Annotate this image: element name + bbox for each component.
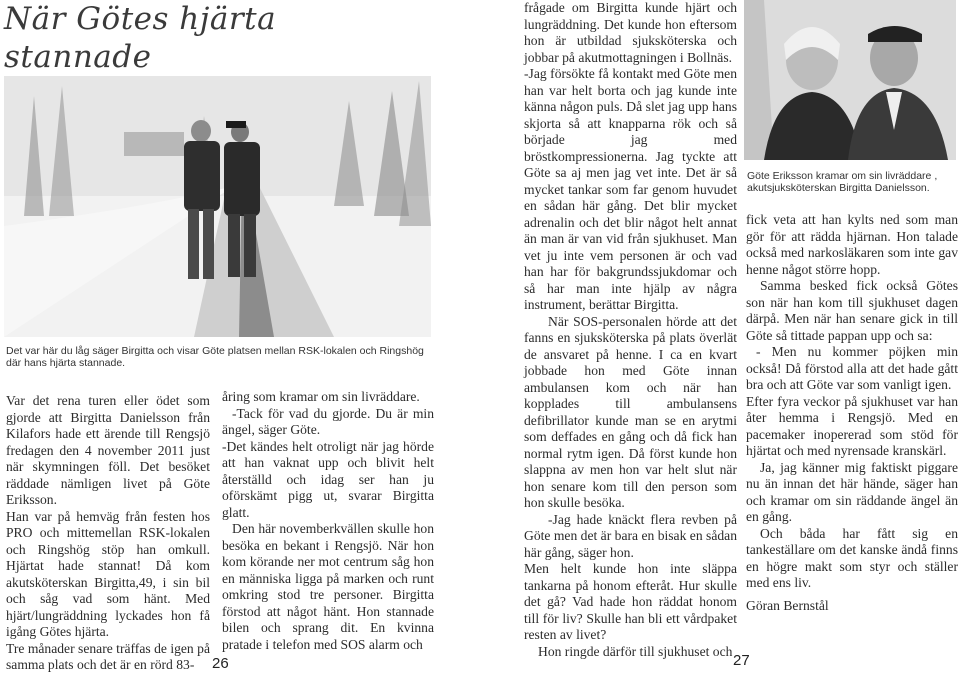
article-column-1 bbox=[6, 393, 210, 674]
article-column-2 bbox=[222, 389, 434, 653]
right-photo bbox=[744, 0, 956, 160]
paragraph: frågade om Birgitta kunde hjärt och lungräddning. Det kunde hon eftersom hon är utbildad sjuksköterska och jobbar på akutmottagningen i Bollnäs. bbox=[524, 0, 737, 65]
author-byline: Göran Bernstål bbox=[746, 597, 829, 613]
paragraph: Men helt kunde hon inte släppa tankarna på honom efteråt. Hur skulle det gå? Vad hade hon räddat honom till för liv? Skulle han bli ett vårdpaket resten av livet? bbox=[524, 561, 737, 642]
left-photo bbox=[4, 76, 431, 337]
snowy-road-photo bbox=[4, 76, 431, 337]
paragraph: -Det kändes helt otroligt när jag hörde att han vaknat upp och blivit helt återställd och idag ser han ju oförskämt pigg ut, svarar Birgitta glatt. bbox=[222, 438, 434, 520]
paragraph: När SOS-personalen hörde att det fanns en sjuksköterska på plats överlät de ansvaret på henne. I ca en kvart jobbade hon med Göte innan ambulansen kom och när han kopplades till ambulansens defibrillator kunde man se en arytmi som deffades en gång och då fick han normal rytm igen. Då först kunde hon slappna av men hon var helt slut när hon senare kom till den person som hon skulle besöka. bbox=[524, 313, 737, 510]
article-column-3 bbox=[524, 0, 737, 660]
paragraph: -Jag försökte få kontakt med Göte men han var helt borta och jag kunde inte känna någon puls. Då slet jag upp hans skjorta så att knapparna rök och så började jag med bröstkompressionerna. Jag tyckte att Göte sa aj men jag vet inte. Det är så mycket tankar som far genom huvudet en sådan här gång. Det blir mycket adrenalin och det blir något helt annat än man är van vid från sjukhuset. Man vet ju inte vem personen är och vad han har för bakgrundssjukdomar och så har man inte hjälp av några instrument, berättar Birgitta. bbox=[524, 66, 737, 312]
paragraph: - Men nu kommer pöjken min också! Då förstod alla att det hade gått bra och att Göte var som vanligt igen. bbox=[746, 344, 958, 392]
paragraph: Efter fyra veckor på sjukhuset var han åter hemma i Rengsjö. Med en pacemaker inopererad som stöd för hjärtat och med nyrensade kranskärl. bbox=[746, 393, 958, 458]
paragraph: fick veta att han kylts ned som man gör för att rädda hjärnan. Hon talade också med narkosläkaren som inte gav henne något större hopp. bbox=[746, 212, 958, 277]
paragraph: Tre månader senare träffas de igen på samma plats och det är en rörd 83- bbox=[6, 640, 210, 672]
page-number-left: 26 bbox=[212, 655, 229, 672]
couple-portrait-photo bbox=[744, 0, 956, 160]
paragraph: Ja, jag känner mig faktiskt piggare nu än innan det här hände, säger han och kramar om sin räddande ängel än en gång. bbox=[746, 459, 958, 524]
paragraph: Han var på hemväg från festen hos PRO och mittemellan RSK-lokalen och Ringshög stöp han omkull. Hjärtat hade stannat! Då kom akutsköterskan Birgitta,49, i sin bil och såg vad som hänt. Med hjärt/lungräddning lyckades hon få igång Götes hjärta. bbox=[6, 508, 210, 639]
right-photo-caption: Göte Eriksson kramar om sin livräddare , akutsjuksköterskan Birgitta Danielsson. bbox=[747, 170, 938, 194]
paragraph: Samma besked fick också Götes son när han kom till sjukhuset dagen därpå. Men när han senare gick in till Göte så tittade pappan upp och sa: bbox=[746, 278, 958, 343]
left-photo-caption: Det var här du låg säger Birgitta och visar Göte platsen mellan RSK-lokalen och Ringshög där hans hjärta stannade. bbox=[6, 345, 424, 369]
article-column-4 bbox=[746, 212, 958, 614]
headline-line-1: När Götes hjärta stannade bbox=[4, 1, 277, 75]
paragraph: Var det rena turen eller ödet som gjorde att Birgitta Danielsson från Kilafors hade ett ärende till Rengsjö fredagen den 4 november 2011 just när skymningen föll. Det besöket räddade nämligen livet på Göte Eriksson. bbox=[6, 393, 210, 507]
paragraph: åring som kramar om sin livräddare. bbox=[222, 389, 420, 404]
paragraph: Och båda har fått sig en tankeställare om det kanske ändå finns en högre makt som styr och ställer med ens liv. bbox=[746, 525, 958, 590]
paragraph: Hon ringde därför till sjukhuset och bbox=[538, 643, 733, 659]
paragraph: -Tack för vad du gjorde. Du är min ängel, säger Göte. bbox=[222, 405, 434, 437]
page-number-right: 27 bbox=[733, 652, 750, 669]
paragraph: -Jag hade knäckt flera revben på Göte men det är bara en bisak en sådan här gång, säger hon. bbox=[524, 511, 737, 560]
paragraph: Den här novemberkvällen skulle hon besöka en bekant i Rengsjö. När hon kom körande ner mot centrum såg hon en människa ligga på marken och runt omkring stod tre personer. Birgitta förstod att något hänt. Hon stannade bilen och sprang dit. En kvinna pratade i telefon med SOS alarm och bbox=[222, 521, 434, 652]
